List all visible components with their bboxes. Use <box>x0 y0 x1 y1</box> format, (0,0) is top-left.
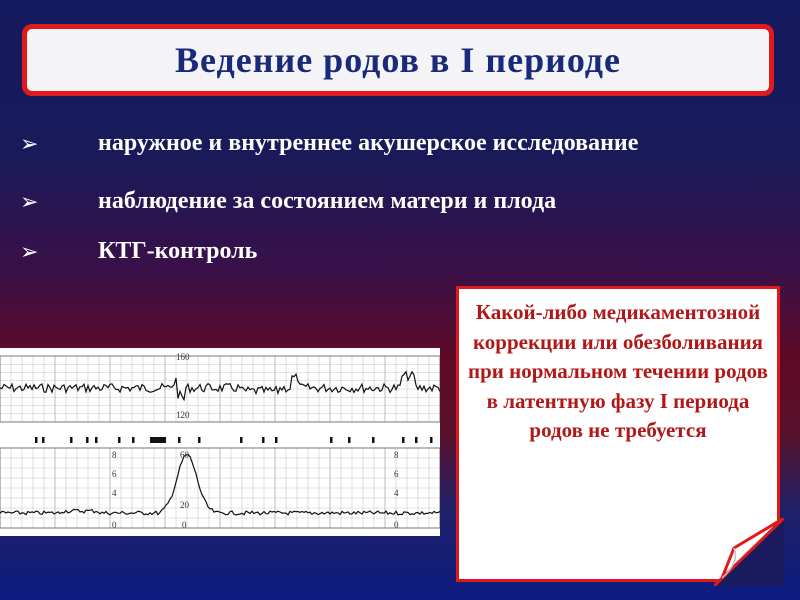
bullet-text: наблюдение за состоянием матери и плода <box>98 188 557 214</box>
ctg-label: 6 <box>112 469 117 479</box>
ctg-label: 0 <box>112 520 117 530</box>
ctg-label: 6 <box>394 469 399 479</box>
ctg-label: 4 <box>112 488 117 498</box>
ctg-label: 160 <box>176 352 190 362</box>
arrow-bullet-icon: ➢ <box>20 132 39 157</box>
ctg-label: 0 <box>182 520 187 530</box>
bullet-text: КТГ-контроль <box>98 238 258 264</box>
bullet-text: наружное и внутреннее акушерское исследование <box>98 130 639 156</box>
ctg-label: 20 <box>180 500 189 510</box>
slide-title: Ведение родов в I периоде <box>175 40 621 80</box>
note-text: Какой-либо медикаментозной коррекции или обезболивания при нормальном течении родов в латентную фазу I периода родов не требуется <box>468 300 768 442</box>
ctg-label: 60 <box>180 450 189 460</box>
title-box <box>22 24 774 96</box>
ctg-lower-grid <box>0 448 440 528</box>
page-curl-icon <box>714 518 784 586</box>
ctg-label: 4 <box>394 488 399 498</box>
ctg-label: 120 <box>176 410 190 420</box>
note-card <box>456 286 780 582</box>
bullet-item <box>20 128 740 160</box>
bullet-item <box>20 186 740 218</box>
bullet-list <box>20 128 740 268</box>
ctg-label: 8 <box>112 450 117 460</box>
ctg-upper-grid <box>0 356 440 422</box>
arrow-bullet-icon: ➢ <box>20 190 39 215</box>
ctg-trace-image <box>0 348 440 536</box>
bullet-item <box>20 236 740 268</box>
ctg-label: 8 <box>394 450 399 460</box>
arrow-bullet-icon: ➢ <box>20 240 39 265</box>
ctg-label: 0 <box>394 520 399 530</box>
